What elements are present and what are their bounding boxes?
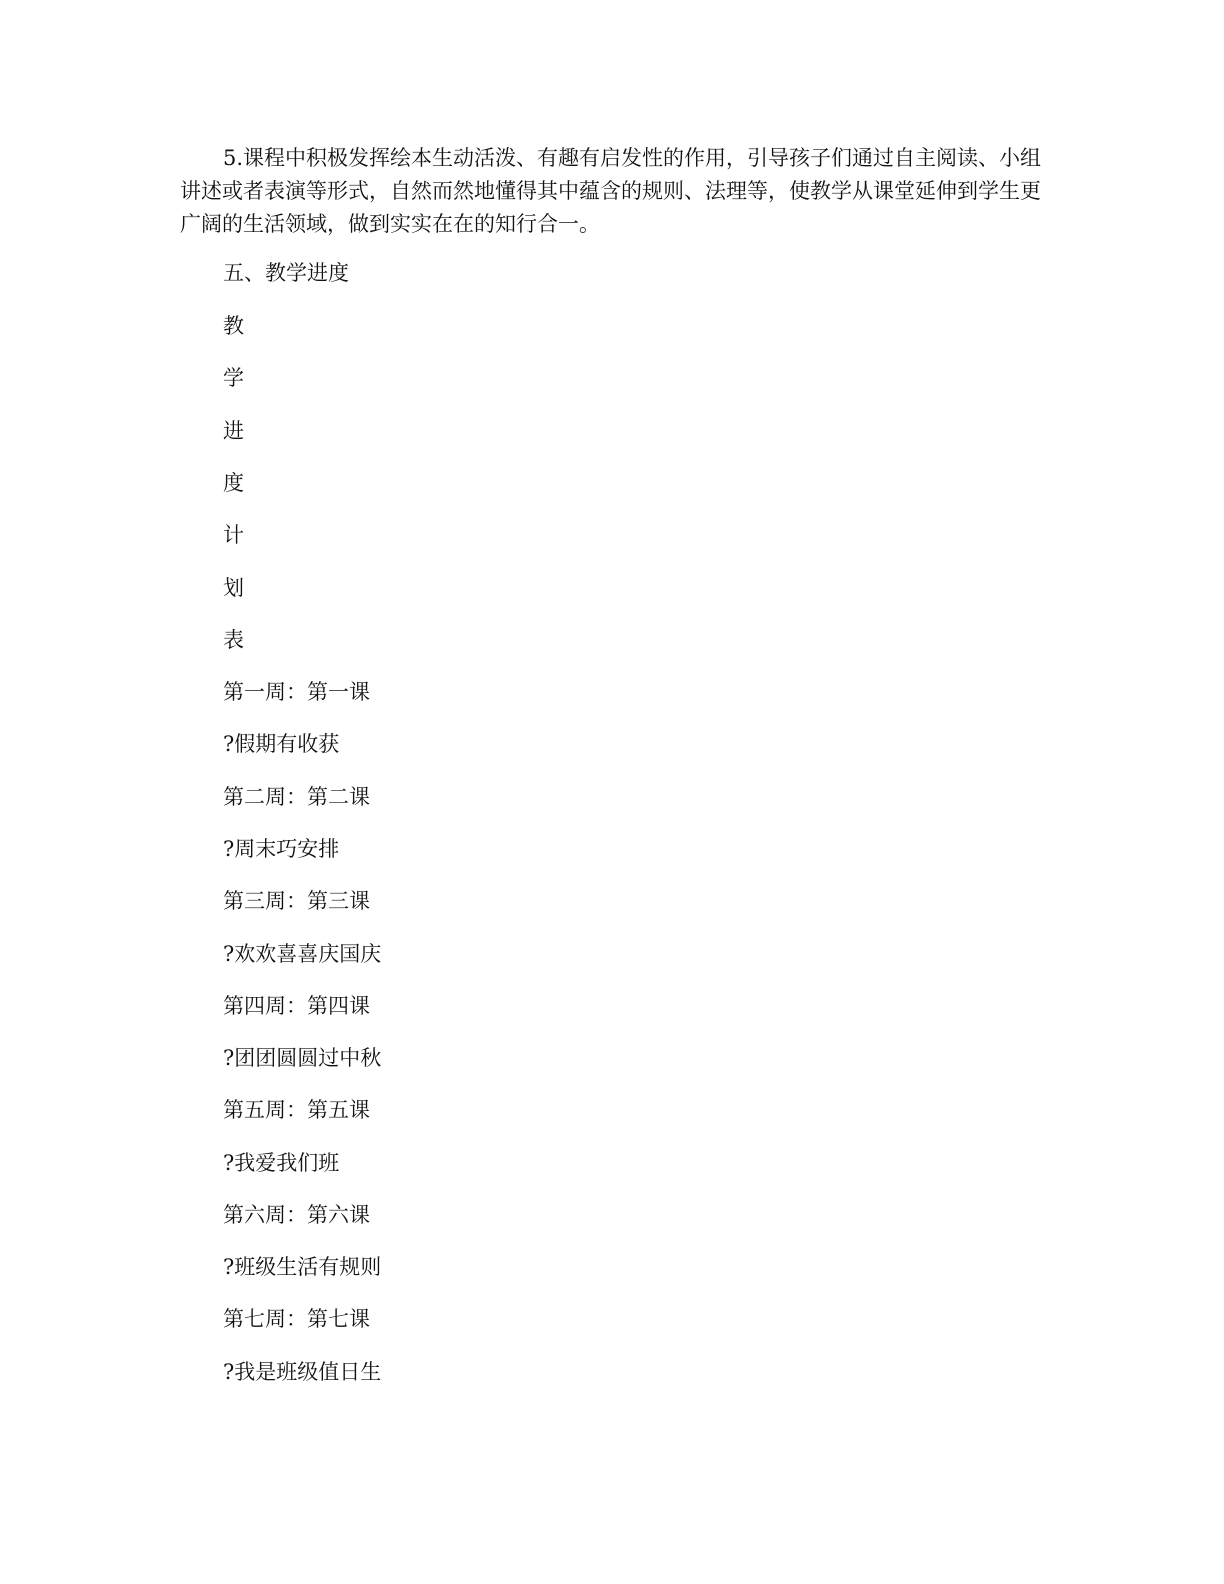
schedule-week: 第一周：第一课: [223, 680, 370, 704]
schedule-week: 第二周：第二课: [223, 785, 370, 809]
vertical-title-char: 度: [223, 471, 244, 495]
schedule-lesson: ?欢欢喜喜庆国庆: [223, 942, 382, 966]
vertical-title-char: 学: [223, 366, 244, 390]
section-heading: 五、教学进度: [223, 261, 349, 285]
body-paragraph: 5.课程中积极发挥绘本生动活泼、有趣有启发性的作用，引导孩子们通过自主阅读、小组讲述或者表演等形式，自然而然地懂得其中蕴含的规则、法理等，使教学从课堂延伸到学生更广阔的生活领域，做到实实在在的知行合一。: [180, 146, 1042, 236]
schedule-lesson: ?假期有收获: [223, 732, 340, 756]
schedule-lesson: ?周末巧安排: [223, 837, 340, 861]
vertical-title-char: 教: [223, 314, 244, 338]
schedule-week: 第三周：第三课: [223, 889, 370, 913]
schedule-week: 第四周：第四课: [223, 994, 370, 1018]
vertical-title-char: 表: [223, 628, 244, 652]
vertical-title-char: 进: [223, 419, 244, 443]
schedule-week: 第七周：第七课: [223, 1307, 370, 1331]
schedule-lesson: ?我是班级值日生: [223, 1360, 382, 1384]
schedule-lesson: ?班级生活有规则: [223, 1255, 382, 1279]
vertical-title-char: 计: [223, 523, 244, 547]
schedule-lesson: ?我爱我们班: [223, 1151, 340, 1175]
schedule-week: 第六周：第六课: [223, 1203, 370, 1227]
schedule-lesson: ?团团圆圆过中秋: [223, 1046, 382, 1070]
schedule-week: 第五周：第五课: [223, 1098, 370, 1122]
vertical-title-char: 划: [223, 576, 244, 600]
